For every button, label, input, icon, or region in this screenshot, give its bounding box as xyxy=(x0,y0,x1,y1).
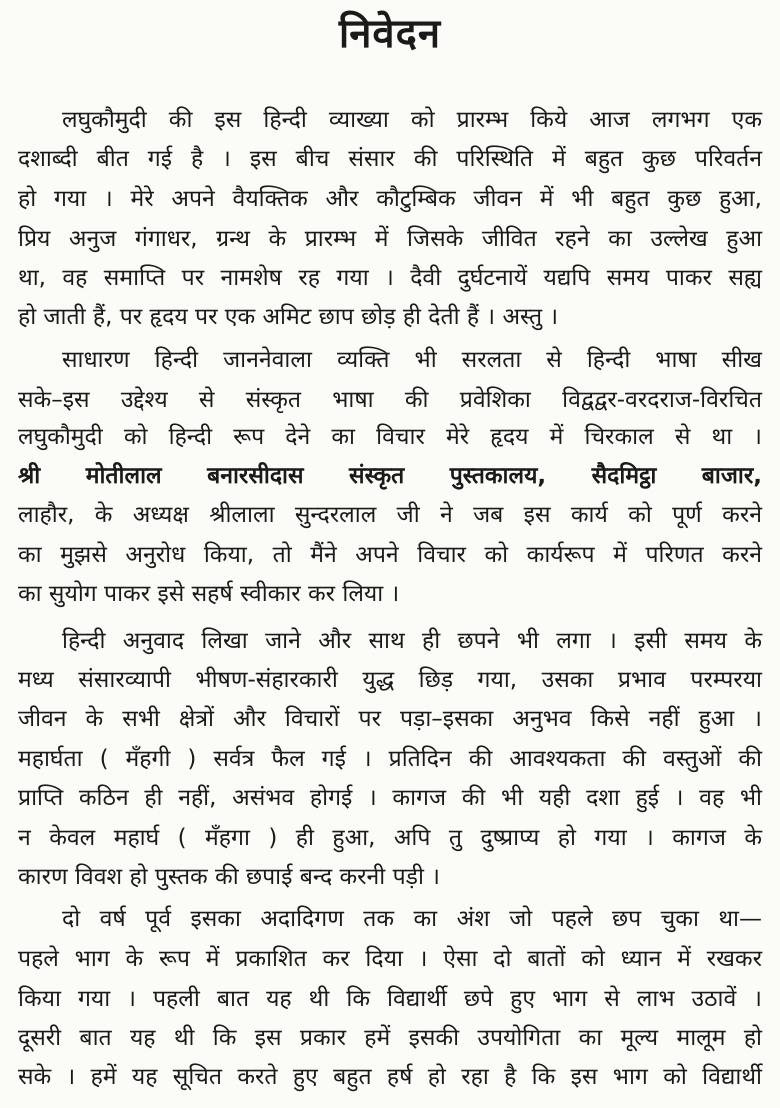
paragraph-1-line: दशाब्दी बीत गई है । इस बीच संसार की परिस्थिति में बहुत कुछ परिवर्तन xyxy=(18,146,762,172)
paragraph-1-line: था, वह समाप्ति पर नामशेष रह गया । दैवी दुर्घटनायें यद्यपि समय पाकर सह्य xyxy=(18,265,762,291)
paragraph-1-line: प्रिय अनुज गंगाधर, ग्रन्थ के प्रारम्भ में जिसके जीवित रहने का उल्लेख हुआ xyxy=(18,226,762,252)
paragraph-4-line: पहले भाग के रूप में प्रकाशित कर दिया । ऐसा दो बातों को ध्यान में रखकर xyxy=(18,946,763,972)
paragraph-2-line: श्री मोतीलाल बनारसीदास संस्कृत पुस्तकालय, सैदमिट्ठा बाजार, xyxy=(18,463,762,489)
paragraph-1-line: हो गया । मेरे अपने वैयक्तिक और कौटुम्बिक जीवन में भी बहुत कुछ हुआ, xyxy=(18,186,762,212)
paragraph-3-line: हिन्दी अनुवाद लिखा जाने और साथ ही छपने भी लगा । इसी समय के xyxy=(62,628,762,654)
paragraph-3-line: कारण विवश हो पुस्तक की छपाई बन्द करनी पड़ी । xyxy=(18,864,440,890)
paragraph-3-line: प्राप्ति कठिन ही नहीं, असंभव होगई । कागज की भी यही दशा हुई । वह भी xyxy=(18,785,762,811)
paragraph-4-line: दूसरी बात यह थी कि इस प्रकार हमें इसकी उपयोगिता का मूल्य मालूम हो xyxy=(18,1025,762,1051)
paragraph-2-line: का सुयोग पाकर इसे सहर्ष स्वीकार कर लिया । xyxy=(18,581,400,607)
page-title: निवेदन xyxy=(338,11,442,57)
paragraph-3-line: महार्घता ( मँहगी ) सर्वत्र फैल गई । प्रतिदिन की आवश्यकता की वस्तुओं की xyxy=(18,746,762,772)
paragraph-2-line: लघुकौमुदी को हिन्दी रूप देने का विचार मेरे हृदय में चिरकाल से था । xyxy=(18,424,762,450)
paragraph-2-line: लाहौर, के अध्यक्ष श्रीलाला सुन्दरलाल जी ने जब इस कार्य को पूर्ण करने xyxy=(18,502,762,528)
paragraph-4-line: सके । हमें यह सूचित करते हुए बहुत हर्ष हो रहा है कि इस भाग को विद्यार्थी xyxy=(18,1064,762,1090)
paragraph-2-line: सके–इस उद्देश्य से संस्कृत भाषा की प्रवेशिका विद्वद्वर-वरदराज-विरचित xyxy=(18,387,762,413)
paragraph-4-line: दो वर्ष पूर्व इसका अदादिगण तक का अंश जो पहले छप चुका था— xyxy=(62,906,762,932)
paragraph-1-line: लघुकौमुदी की इस हिन्दी व्याख्या को प्रारम्भ किये आज लगभग एक xyxy=(62,107,762,133)
paragraph-1-line: हो जाती हैं, पर हृदय पर एक अमिट छाप छोड़ ही देती हैं । अस्तु । xyxy=(18,304,559,330)
paragraph-2-line: का मुझसे अनुरोध किया, तो मैंने अपने विचार को कार्यरूप में परिणत करने xyxy=(18,542,762,568)
paragraph-3-line: जीवन के सभी क्षेत्रों और विचारों पर पड़ा–इसका अनुभव किसे नहीं हुआ । xyxy=(18,706,762,732)
paragraph-2-line: साधारण हिन्दी जाननेवाला व्यक्ति भी सरलता से हिन्दी भाषा सीख xyxy=(62,347,762,373)
paragraph-4-line: किया गया । पहली बात यह थी कि विद्यार्थी छपे हुए भाग से लाभ उठावें । xyxy=(18,986,762,1012)
paragraph-3-line: न केवल महार्घ ( मँहगा ) ही हुआ, अपि तु दुष्प्राप्य हो गया । कागज के xyxy=(18,825,762,851)
paragraph-3-line: मध्य संसारव्यापी भीषण-संहारकारी युद्ध छिड़ गया, उसका प्रभाव परम्परया xyxy=(18,667,762,693)
